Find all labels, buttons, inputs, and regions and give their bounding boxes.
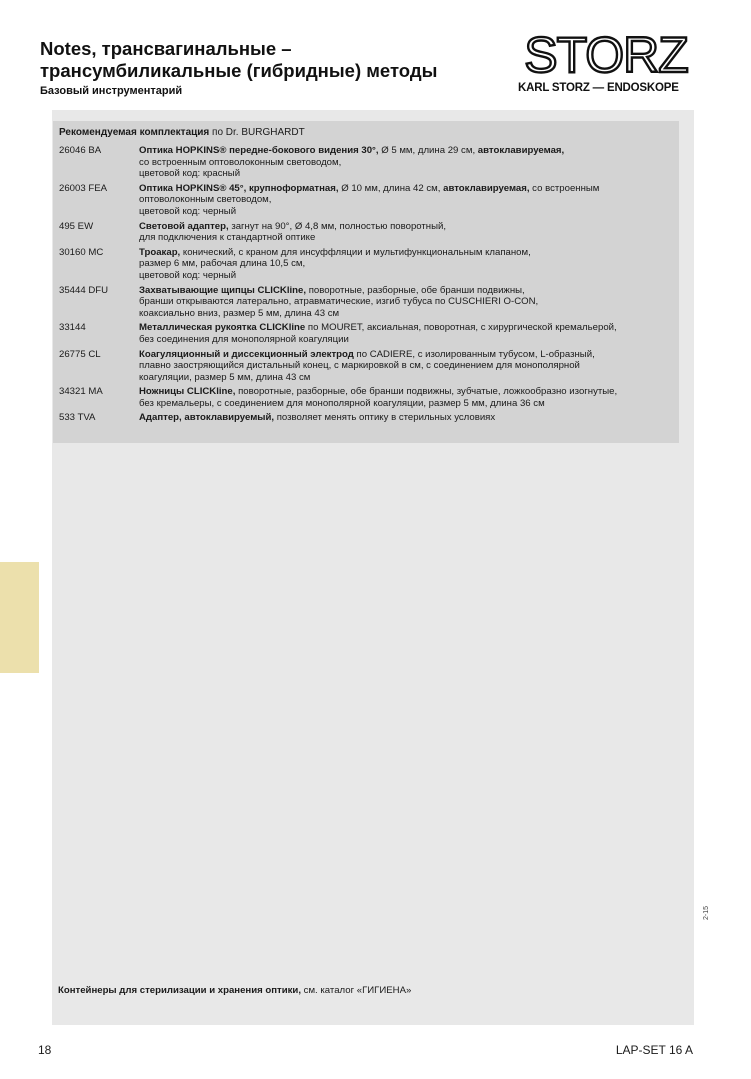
item-name: Оптика HOPKINS® 45°, крупноформатная,	[139, 182, 339, 194]
item-description-first-line	[139, 145, 673, 157]
item-description-first-line	[139, 322, 673, 334]
item-description-line: размер 6 мм, рабочая длина 10,5 см,	[139, 258, 306, 270]
item-spec-bold: автоклавируемая,	[443, 182, 530, 194]
page-header	[40, 38, 510, 97]
item-code: 30160 MC	[59, 246, 104, 258]
table-row	[59, 247, 673, 282]
table-row	[59, 145, 673, 180]
item-spec: Ø 10 мм, длина 42 см,	[338, 182, 444, 194]
karl-storz-logo	[516, 30, 696, 100]
item-code: 495 EW	[59, 220, 94, 232]
item-name: Световой адаптер,	[139, 220, 229, 232]
storz-wordmark-icon	[516, 30, 696, 78]
item-description	[139, 322, 673, 345]
item-description	[139, 285, 673, 320]
item-name: Троакар,	[139, 246, 181, 258]
item-name: Оптика HOPKINS® передне-бокового видения 30°,	[139, 145, 379, 156]
item-description	[139, 247, 673, 282]
item-description-line: со встроенным оптоволоконным световодом,	[139, 156, 342, 168]
bottom-note	[58, 985, 411, 997]
table-row	[59, 349, 673, 384]
recommended-label: Рекомендуемая комплектация	[59, 127, 210, 138]
item-description-line: цветовой код: черный	[139, 269, 237, 281]
page-subtitle: Базовый инструментарий	[40, 85, 183, 97]
item-description	[139, 221, 673, 244]
item-description-line: для подключения к стандартной оптике	[139, 232, 316, 244]
item-name: Коагуляционный и диссекционный электрод	[139, 348, 354, 360]
item-description	[139, 412, 673, 424]
title-line-1: Notes, трансвагинальные –	[40, 38, 292, 59]
table-row	[59, 221, 673, 244]
bottom-note-rest: см. каталог «ГИГИЕНА»	[301, 985, 412, 996]
item-description-first-line	[139, 247, 673, 259]
item-name: Захватывающие щипцы CLICKline,	[139, 284, 307, 296]
item-spec: поворотные, разборные, обе бранши подвижны, зубчатые, ложкообразно изогнутые,	[235, 386, 618, 398]
item-description-first-line	[139, 386, 673, 398]
table-row	[59, 412, 673, 424]
item-spec: по MOURET, аксиальная, поворотная, с хирургической кремальерой,	[305, 322, 617, 334]
item-description-line: цветовой код: черный	[139, 205, 237, 217]
item-spec: позволяет менять оптику в стерильных условиях	[274, 412, 496, 424]
recommended-set-box	[53, 121, 679, 443]
item-spec: загнут на 90°, Ø 4,8 мм, полностью поворотный,	[228, 220, 447, 232]
chapter-tab	[0, 562, 39, 673]
item-description-line: плавно заостряющийся дистальный конец, с маркировкой в см, с соединением для монополярной	[139, 360, 580, 372]
item-spec: конический, с краном для инсуффляции и мультифункциональным клапаном,	[180, 246, 531, 258]
item-description-line: без соединения для монополярной коагуляции	[139, 333, 349, 345]
item-code: 34321 MA	[59, 386, 103, 398]
item-description	[139, 183, 673, 218]
item-spec: по CADIERE, с изолированным тубусом, L-образный,	[353, 348, 595, 360]
item-description-line: коаксиально вниз, размер 5 мм, длина 43 см	[139, 307, 340, 319]
item-code: 533 TVA	[59, 412, 96, 424]
instrument-list	[59, 145, 673, 424]
item-description-first-line	[139, 412, 673, 424]
item-name: Ножницы CLICKline,	[139, 386, 236, 398]
item-description-line: коагуляции, размер 5 мм, длина 43 см	[139, 371, 311, 383]
item-code: 26003 FEA	[59, 182, 108, 194]
table-row	[59, 285, 673, 320]
item-description-first-line	[139, 221, 673, 233]
item-description-line: без кремальеры, с соединением для монополярной коагуляции, размер 5 мм, длина 36 см	[139, 397, 545, 409]
storz-wordmark: STORZ	[524, 30, 688, 78]
item-description	[139, 386, 673, 409]
side-code: 2-15	[703, 905, 710, 920]
item-spec: поворотные, разборные, обе бранши подвижны,	[306, 284, 525, 296]
item-code: 33144	[59, 322, 86, 334]
page-title	[40, 38, 510, 82]
item-spec-bold: автоклавируемая,	[477, 145, 565, 156]
item-name: Металлическая рукоятка CLICKline	[139, 322, 306, 334]
item-code: 26046 BA	[59, 145, 102, 156]
item-code: 26775 CL	[59, 348, 101, 360]
item-spec: Ø 5 мм, длина 29 см,	[378, 145, 478, 156]
item-name: Адаптер, автоклавируемый,	[139, 412, 275, 424]
item-description-first-line	[139, 285, 673, 297]
recommended-author: по Dr. BURGHARDT	[209, 127, 305, 138]
table-row	[59, 322, 673, 345]
catalog-name: LAP-SET 16 A	[615, 1043, 693, 1057]
item-code: 35444 DFU	[59, 284, 109, 296]
table-row	[59, 183, 673, 218]
item-description-first-line	[139, 183, 673, 195]
item-description	[139, 145, 673, 180]
item-description-line: оптоволоконным световодом,	[139, 194, 272, 206]
recommended-title	[59, 127, 673, 139]
table-row	[59, 386, 673, 409]
logo-tagline: KARL STORZ — ENDOSKOPE	[518, 82, 679, 94]
title-line-2: трансумбиликальные (гибридные) методы	[40, 60, 438, 81]
item-description-first-line	[139, 349, 673, 361]
item-description	[139, 349, 673, 384]
item-description-line: цветовой код: красный	[139, 168, 241, 180]
page-number: 18	[38, 1043, 52, 1057]
bottom-note-bold: Контейнеры для стерилизации и хранения оптики,	[58, 985, 301, 996]
item-spec-tail: со встроенным	[529, 182, 600, 194]
item-description-line: бранши открываются латерально, атравматические, изгиб тубуса по CUSCHIERI O-CON,	[139, 296, 539, 308]
